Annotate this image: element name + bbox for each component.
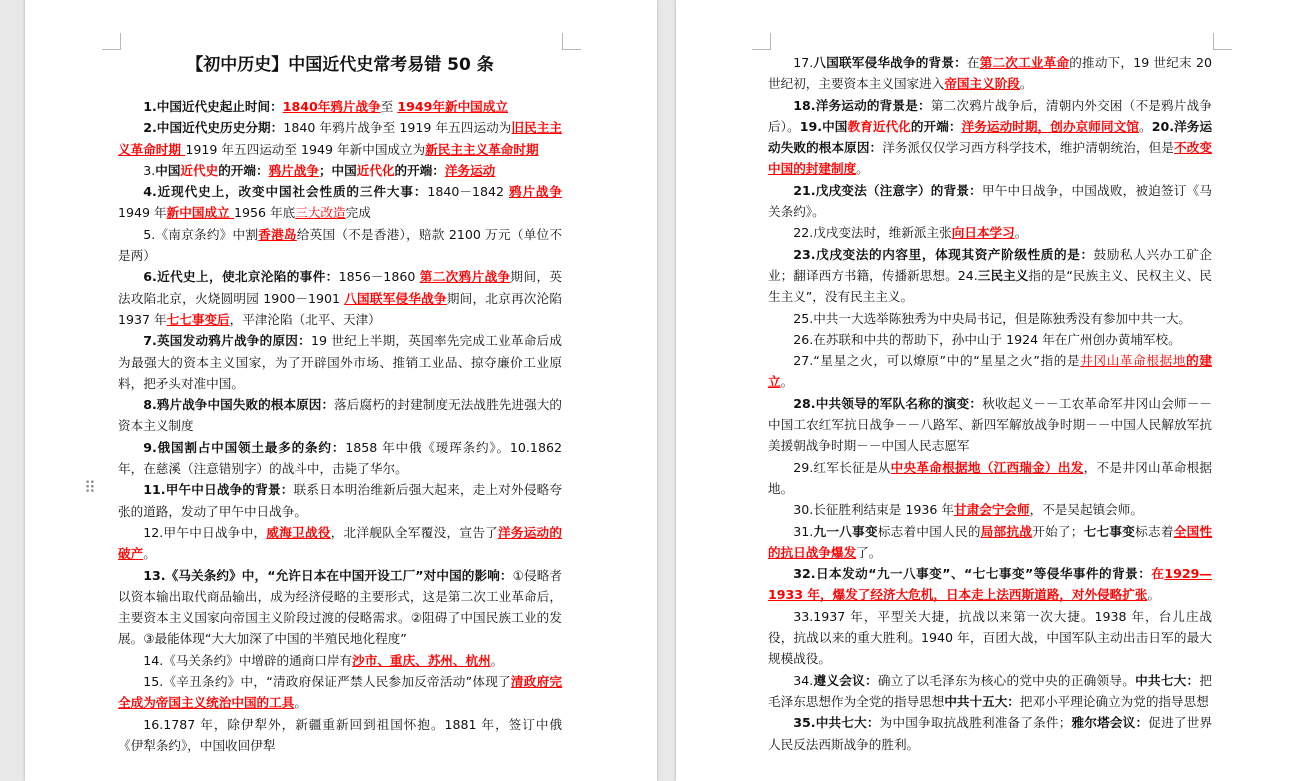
highlighted-key-point: 旧民主主义革命时期 bbox=[118, 120, 562, 157]
document-title: 【初中历史】中国近代史常考易错 50 条 bbox=[186, 55, 494, 75]
text-run: 指的是“民族主义、民权主义、民生主义”，没有民主主义。 bbox=[768, 267, 1213, 305]
paragraph bbox=[768, 457, 1212, 500]
bold-text-run: 21.戊戌变法（注意字）的背景： bbox=[793, 182, 982, 198]
highlighted-key-point: 局部抗战 bbox=[980, 523, 1033, 539]
highlighted-key-point: 近代化 bbox=[356, 162, 395, 178]
bold-text-run: 6.近代史上，使北京沦陷的事件： bbox=[143, 269, 339, 285]
bold-text-run: 的开端： bbox=[910, 118, 962, 134]
bold-text-run: ；中国 bbox=[318, 162, 357, 178]
text-run: 27.“星星之火，可以燎原”中的“星星之火”指的是 bbox=[793, 353, 1081, 369]
text-run: 30.长征胜利结束是 1936 年 bbox=[793, 502, 955, 518]
bold-text-run: 7.英国发动鸦片战争的原因： bbox=[143, 333, 311, 349]
bold-text-run: 中共十五大： bbox=[944, 693, 1020, 709]
bold-text-run: 18.洋务运动的背景是： bbox=[793, 97, 931, 113]
text-run: 促进了世界人民反法西斯战争的胜利。 bbox=[768, 715, 1213, 752]
highlighted-key-point: 全国性的抗日战争爆发 bbox=[768, 523, 1213, 560]
paragraph bbox=[768, 670, 1212, 713]
paragraph bbox=[118, 117, 562, 160]
text-run: 。 bbox=[1014, 225, 1028, 241]
bold-text-run: 13.《马关条约》中，“允许日本在中国开设工厂”对中国的影响： bbox=[143, 567, 513, 583]
text-run: 。 bbox=[780, 374, 794, 390]
highlighted-key-point: 近代史 bbox=[180, 162, 219, 178]
paragraph bbox=[118, 671, 562, 714]
bold-text-run: 28.中共领导的军队名称的演变： bbox=[793, 395, 983, 411]
bold-text-run: 32.日本发动“九一八事变”、“七七事变”等侵华事件的背景： bbox=[793, 566, 1152, 582]
page-body[interactable] bbox=[118, 96, 562, 756]
text-run: 1919 年五四运动至 1949 年新中国成立为 bbox=[185, 141, 426, 157]
text-run: 为中国争取抗战胜利准备了条件； bbox=[879, 715, 1072, 731]
bold-text-run: 中共七大： bbox=[1135, 672, 1200, 688]
text-run: 把毛泽东思想作为全党的指导思想 bbox=[768, 672, 1213, 709]
text-run: 33.1937 年，平型关大捷，抗战以来第一次大捷。1938 年，台儿庄战役，抗战以来的重大胜利。1940 年，百团大战，中国军队主动出击日军的最大规模战役。 bbox=[768, 608, 1212, 667]
text-run: 标志着中国人民的 bbox=[877, 523, 981, 539]
paragraph bbox=[768, 499, 1212, 520]
highlighted-key-point: 新中国成立 bbox=[166, 205, 235, 221]
text-run: 34. bbox=[793, 672, 814, 688]
highlighted-key-point: 1929—1933 年，爆发了经济大危机，日本走上法西斯道路，对外侵略扩张 bbox=[768, 566, 1212, 603]
paragraph bbox=[118, 224, 562, 267]
highlighted-key-point: 洋务运动时期，创办京师同文馆 bbox=[961, 118, 1140, 134]
crop-mark bbox=[102, 33, 121, 50]
bold-text-run: 的开端： bbox=[218, 162, 269, 178]
highlighted-key-point: 洋务运动的破产 bbox=[118, 524, 563, 562]
paragraph bbox=[768, 606, 1212, 670]
highlighted-key-point: 七七事变后 bbox=[166, 311, 230, 327]
bold-text-run: 中国 bbox=[155, 162, 181, 178]
paragraph bbox=[118, 160, 562, 181]
text-run: 5.《南京条约》中割 bbox=[143, 226, 259, 242]
text-run: 。 bbox=[490, 652, 504, 668]
document-page-left bbox=[25, 0, 657, 781]
text-run: 16.1787 年，除伊犁外，新疆重新回到祖国怀抱。1881 年，签订中俄《伊犁条约》，中国收回伊犁 bbox=[118, 716, 562, 753]
highlighted-key-point: 甘肃会宁会师 bbox=[954, 502, 1030, 518]
highlighted-key-point: 鸦片战争 bbox=[508, 184, 563, 200]
text-run: 期间，英法攻陷北京，火烧圆明园 1900－1901 bbox=[118, 269, 563, 306]
text-run: 在 bbox=[966, 55, 980, 70]
text-run: 确立了以毛泽东为核心的党中央的正确领导。 bbox=[877, 672, 1136, 688]
text-run: 甲午中日战争，中国战败，被迫签订《马关条约》。 bbox=[768, 182, 1212, 220]
text-run: 3. bbox=[143, 162, 156, 178]
highlighted-key-point: 不改变中国的封建制度 bbox=[768, 140, 1213, 177]
text-run: 开始了； bbox=[1032, 523, 1084, 539]
bold-text-run: 雅尔塔会议： bbox=[1071, 715, 1149, 731]
text-run: 19 世纪上半期，英国率先完成工业革命后成为最强大的资本主义国家，为了开辟国外市场、推销工业品、掠夺廉价工业原料，把矛头对准中国。 bbox=[118, 333, 562, 391]
text-run: 1956 年底 bbox=[234, 205, 296, 221]
paragraph bbox=[118, 181, 562, 224]
paragraph bbox=[768, 329, 1212, 350]
paragraph bbox=[118, 330, 562, 394]
highlighted-key-point: 1949年新中国成立 bbox=[397, 99, 508, 114]
text-run: 25.中共一大选举陈独秀为中央局书记，但是陈独秀没有参加中共一大。 bbox=[793, 310, 1192, 326]
bold-text-run: 七七事变 bbox=[1083, 523, 1136, 539]
bold-text-run: 的开端： bbox=[394, 162, 445, 178]
text-run: 。 bbox=[1019, 76, 1033, 92]
paragraph bbox=[768, 244, 1212, 308]
page-body[interactable] bbox=[768, 52, 1212, 755]
text-run: ，不是井冈山革命根据地。 bbox=[768, 459, 1213, 496]
paragraph bbox=[768, 350, 1212, 393]
paragraph bbox=[118, 565, 562, 650]
text-run: 第二次鸦片战争后，清朝内外交困（不是鸦片战争后）。 bbox=[768, 97, 1213, 134]
paragraph bbox=[118, 266, 562, 330]
paragraph bbox=[118, 437, 562, 480]
paragraph bbox=[118, 522, 562, 565]
bold-text-run: 20.洋务运动失败的根本原因： bbox=[768, 118, 1213, 156]
crop-mark bbox=[562, 33, 581, 50]
highlighted-key-point: 1840年鸦片战争 bbox=[282, 99, 381, 114]
text-run: 26.在苏联和中共的帮助下，孙中山于 1924 年在广州创办黄埔军校。 bbox=[793, 331, 1181, 347]
paragraph bbox=[118, 394, 562, 437]
highlighted-key-point: 香港岛 bbox=[258, 226, 297, 242]
text-run: 1856－1860 bbox=[338, 269, 420, 285]
text-run: 的推动下，19 世纪末 20 世纪初，主要资本主义国家进入 bbox=[768, 55, 1213, 92]
text-run: 给英国（不是香港），赔款 2100 万元（单位不是两） bbox=[118, 226, 562, 264]
paragraph bbox=[768, 95, 1212, 180]
bold-text-run: 19.中国 bbox=[799, 118, 848, 134]
paragraph bbox=[118, 650, 562, 671]
highlighted-key-point: 威海卫战役 bbox=[266, 524, 331, 540]
text-run: 了。 bbox=[856, 544, 882, 560]
highlighted-key-point: 向日本学习 bbox=[951, 225, 1015, 241]
paragraph bbox=[768, 222, 1212, 243]
text-run: 至 bbox=[380, 99, 398, 114]
text-run: 标志着 bbox=[1135, 523, 1174, 539]
crop-mark bbox=[1213, 33, 1232, 50]
text-run: 14.《马关条约》中增辟的通商口岸有 bbox=[143, 652, 353, 668]
paragraph bbox=[768, 521, 1212, 564]
text-run: 。 bbox=[1139, 118, 1152, 134]
paragraph bbox=[768, 308, 1212, 329]
text-run: 17. bbox=[793, 55, 814, 70]
highlighted-key-point: 三大改造 bbox=[295, 205, 346, 221]
text-run: ，平津沦陷（北平、天津） bbox=[229, 311, 381, 327]
bold-text-run: 八国联军侵华战争的背景： bbox=[813, 55, 967, 70]
highlighted-key-point: 第二次鸦片战争 bbox=[419, 269, 511, 285]
crop-mark bbox=[752, 33, 771, 50]
highlighted-key-point: 八国联军侵华战争 bbox=[344, 290, 447, 306]
text-run: ，北洋舰队全军覆没，宣告了 bbox=[330, 524, 498, 540]
paragraph bbox=[768, 712, 1212, 755]
text-run: 完成 bbox=[345, 205, 371, 221]
text-run: 1840－1842 bbox=[427, 184, 509, 200]
highlighted-key-point: 鸦片战争 bbox=[268, 162, 319, 178]
bold-text-run: 9.俄国割占中国领土最多的条约： bbox=[143, 439, 346, 455]
highlighted-key-point: 清政府完全成为帝国主义统治中国的工具 bbox=[118, 674, 563, 711]
bold-text-run: 遵义会议： bbox=[813, 672, 878, 688]
highlighted-key-point: 的建立 bbox=[768, 353, 1213, 390]
paragraph bbox=[768, 52, 1212, 95]
text-run: 15.《辛丑条约》中，“清政府保证严禁人民参加反帝活动”体现了 bbox=[143, 674, 511, 690]
text-run: 鼓励私人兴办工矿企业；翻译西方书籍，传播新思想。24. bbox=[768, 246, 1212, 283]
bold-text-run: 35.中共七大： bbox=[793, 715, 880, 731]
highlighted-key-point: 教育近代化 bbox=[847, 118, 911, 134]
highlighted-key-point: 帝国主义阶段 bbox=[944, 76, 1020, 92]
highlighted-key-point: 井冈山革命根据地 bbox=[1080, 353, 1187, 369]
text-run: 12.甲午中日战争中， bbox=[143, 524, 267, 540]
text-run: 31. bbox=[793, 523, 814, 539]
highlighted-key-point: 中央革命根据地（江西瑞金）出发 bbox=[890, 459, 1084, 475]
text-run: 洋务派仅仅学习西方科学技术，维护清朝统治，但是 bbox=[882, 140, 1175, 156]
paragraph bbox=[768, 393, 1212, 457]
text-run: 。 bbox=[856, 161, 869, 177]
highlighted-key-point: 第二次工业革命 bbox=[979, 55, 1070, 70]
highlighted-key-point: 在 bbox=[1151, 566, 1165, 582]
text-run: ，不是吴起镇会师。 bbox=[1029, 502, 1143, 518]
text-run: 落后腐朽的封建制度无法战胜先进强大的资本主义制度 bbox=[118, 397, 562, 434]
text-run: 22.戊戌变法时，维新派主张 bbox=[793, 225, 952, 241]
text-run: 联系日本明治维新后强大起来，走上对外侵略夸张的道路，发动了甲午中日战争。 bbox=[118, 482, 563, 519]
bold-text-run: 11.甲午中日战争的背景： bbox=[143, 482, 294, 498]
document-page-right bbox=[676, 0, 1313, 781]
highlighted-key-point: 新民主主义革命时期 bbox=[425, 141, 539, 157]
bold-text-run: 2.中国近代史历史分期： bbox=[143, 120, 284, 136]
bold-text-run: 4.近现代史上，改变中国社会性质的三件大事： bbox=[143, 184, 428, 200]
text-run: 秋收起义－－工农革命军井冈山会师－－中国工农红军抗日战争－－八路军、新四军解放战争时期－－中国人民解放军抗美援朝战争时期－－中国人民志愿军 bbox=[768, 395, 1213, 454]
bold-text-run: 8.鸦片战争中国失败的根本原因： bbox=[143, 397, 335, 413]
bold-text-run: 23.戊戌变法的内容里，体现其资产阶级性质的是： bbox=[793, 246, 1094, 262]
paragraph bbox=[118, 96, 562, 117]
text-run: 。 bbox=[294, 695, 307, 711]
text-run: 。 bbox=[143, 546, 156, 562]
paragraph bbox=[768, 563, 1212, 606]
text-run: 1858 年中俄《瑷珲条约》。10.1862 年，在慈溪（注意错别字）的战斗中，击毙了华尔。 bbox=[118, 439, 562, 477]
text-run: ①侵略者以资本输出取代商品输出，成为经济侵略的主要形式，这是第二次工业革命后，主要资本主义国家向帝国主义阶段过渡的侵略需求。②阻碍了中国民族工业的发展。③最能体现“大大加深了中国的半殖民地化程度” bbox=[118, 567, 562, 647]
paragraph bbox=[118, 714, 562, 757]
text-run: 把邓小平理论确立为党的指导思想 bbox=[1019, 693, 1209, 709]
paragraph bbox=[118, 479, 562, 522]
text-run: 29.红军长征是从 bbox=[793, 459, 891, 475]
bold-text-run: 1.中国近代史起止时间： bbox=[143, 99, 283, 114]
highlighted-key-point: 沙市、重庆、苏州、杭州 bbox=[352, 652, 491, 668]
highlighted-key-point: 洋务运动 bbox=[444, 162, 496, 178]
text-run: 1949 年 bbox=[118, 205, 167, 221]
bold-text-run: 九一八事变 bbox=[813, 523, 878, 539]
text-run: 1840 年鸦片战争至 1919 年五四运动为 bbox=[283, 120, 512, 136]
text-run: 期间，北京再次沦陷 1937 年 bbox=[118, 290, 563, 327]
drag-handle-icon[interactable]: ⠿ bbox=[84, 478, 96, 497]
text-run: 。 bbox=[1147, 587, 1161, 603]
paragraph bbox=[768, 180, 1212, 223]
bold-text-run: 三民主义 bbox=[977, 267, 1029, 283]
